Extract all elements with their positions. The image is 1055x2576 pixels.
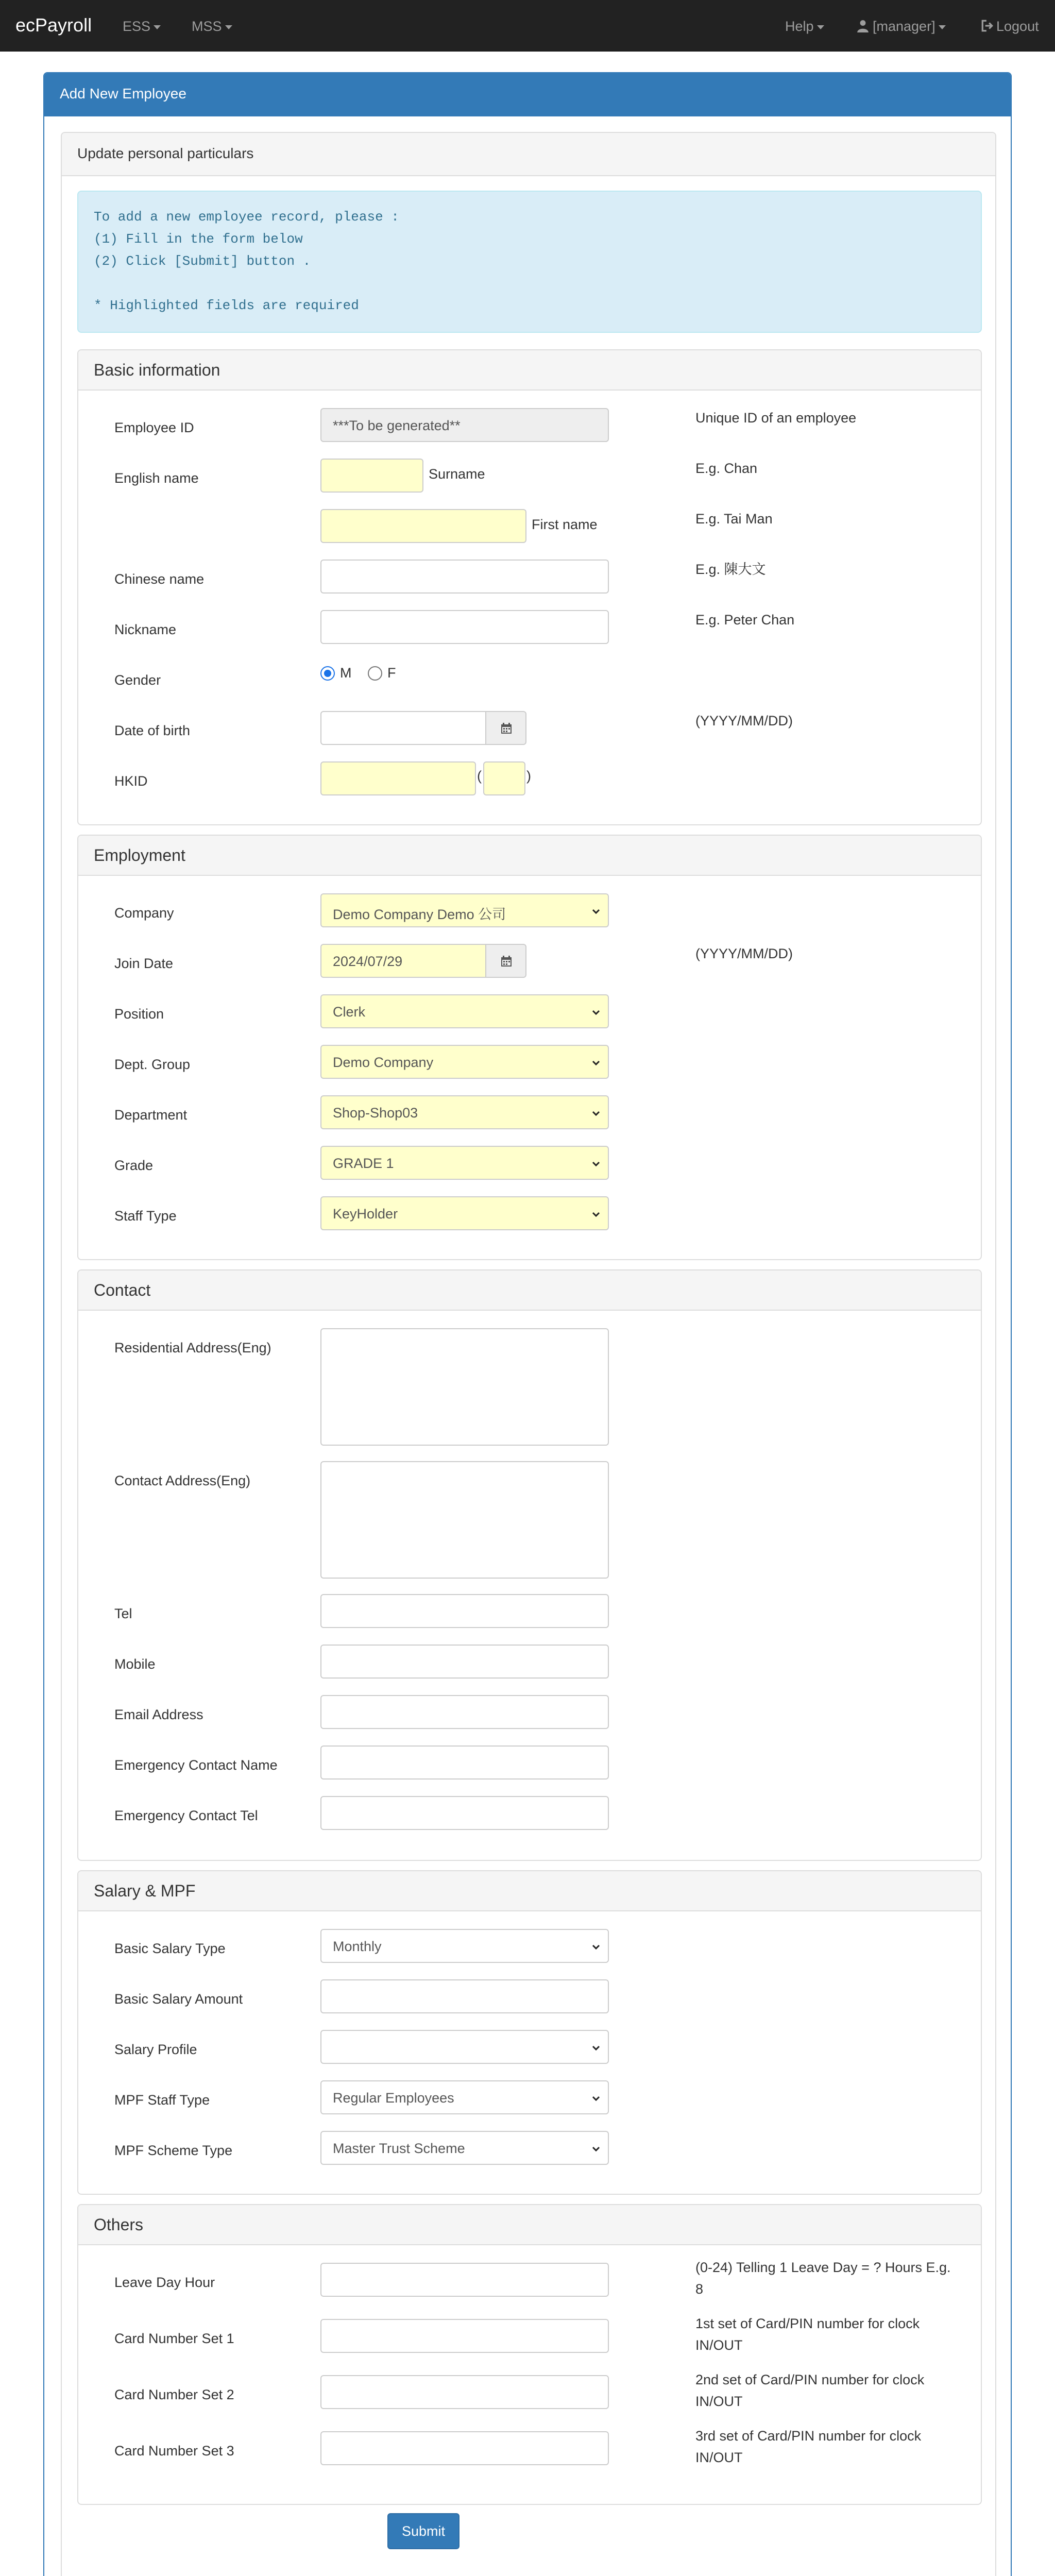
ess-menu-label: ESS <box>123 19 151 34</box>
chevron-down-icon <box>591 1942 601 1952</box>
gender-m-radio[interactable] <box>320 666 335 681</box>
section-heading-salary: Salary & MPF <box>78 1871 981 1911</box>
tel-input[interactable] <box>320 1594 609 1628</box>
company-select[interactable] <box>320 893 609 927</box>
calendar-icon <box>500 722 513 735</box>
residential-address-textarea[interactable] <box>320 1328 609 1446</box>
chinese-name-label: Chinese name <box>114 571 205 587</box>
surname-help: E.g. Chan <box>695 461 758 476</box>
nickname-help: E.g. Peter Chan <box>695 612 795 628</box>
leave-day-hour-help <box>695 2257 951 2300</box>
leave-day-hour-help-line1: (0-24) Telling 1 Leave Day = ? Hours E.g. <box>695 2260 951 2275</box>
chevron-down-icon <box>591 1159 601 1168</box>
mpf-staff-type-value: Regular Employees <box>333 2090 454 2106</box>
help-menu-label: Help <box>785 19 814 34</box>
chevron-down-icon <box>591 1210 601 1219</box>
dept-group-select-value: Demo Company <box>333 1055 434 1070</box>
chevron-down-icon <box>154 25 161 29</box>
mpf-staff-type-select[interactable] <box>320 2080 609 2114</box>
dob-help: (YYYY/MM/DD) <box>695 713 793 728</box>
dob-label: Date of birth <box>114 723 191 738</box>
card-number-set-3-label: Card Number Set 3 <box>114 2443 234 2459</box>
submit-button[interactable]: Submit <box>387 2513 460 2549</box>
dept-group-select[interactable] <box>320 1045 609 1079</box>
staff-type-select[interactable] <box>320 1196 609 1230</box>
chevron-down-icon <box>591 2043 601 2053</box>
mss-menu[interactable] <box>192 19 232 35</box>
contact-address-textarea[interactable] <box>320 1461 609 1579</box>
ess-menu[interactable] <box>123 19 161 35</box>
first-name-help: E.g. Tai Man <box>695 511 773 527</box>
chevron-down-icon <box>591 2144 601 2154</box>
surname-input[interactable] <box>320 459 423 493</box>
card-number-set-3-help <box>695 2425 921 2468</box>
top-navbar <box>0 0 1055 52</box>
personal-particulars-panel <box>61 132 996 2576</box>
position-label: Position <box>114 1006 164 1022</box>
basic-salary-type-select[interactable] <box>320 1929 609 1963</box>
join-date-calendar-button[interactable] <box>485 944 526 978</box>
basic-information-section <box>77 349 982 825</box>
nickname-input[interactable] <box>320 610 609 644</box>
position-select-value: Clerk <box>333 1004 366 1020</box>
chevron-down-icon <box>591 1058 601 1067</box>
instructions-alert: To add a new employee record, please : (1) Fill in the form below (2) Click [Submit] button . * Highlighted fields are required <box>77 191 982 333</box>
dept-group-label: Dept. Group <box>114 1057 191 1072</box>
department-select[interactable] <box>320 1095 609 1129</box>
mpf-scheme-type-value: Master Trust Scheme <box>333 2141 465 2156</box>
card-number-set-2-help <box>695 2369 924 2412</box>
section-heading-contact: Contact <box>78 1270 981 1311</box>
join-date-input[interactable]: 2024/07/29 <box>320 944 486 978</box>
section-heading-basic: Basic information <box>78 350 981 391</box>
gender-f-radio[interactable] <box>368 666 382 681</box>
chevron-down-icon <box>591 1008 601 1017</box>
chevron-down-icon <box>939 25 946 29</box>
nickname-label: Nickname <box>114 622 177 637</box>
department-label: Department <box>114 1107 188 1123</box>
add-employee-panel <box>43 72 1012 2576</box>
residential-address-label: Residential Address(Eng) <box>114 1340 271 1355</box>
chevron-down-icon <box>817 25 824 29</box>
tel-label: Tel <box>114 1606 132 1621</box>
employment-section <box>77 835 982 1260</box>
hkid-input[interactable] <box>320 761 476 795</box>
hkid-open-paren: ( <box>477 768 482 784</box>
user-icon <box>856 19 870 32</box>
gender-label: Gender <box>114 672 161 688</box>
first-name-input[interactable] <box>320 509 526 543</box>
card-number-set-3-input[interactable] <box>320 2431 609 2465</box>
chevron-down-icon <box>225 25 232 29</box>
card-number-set-3-help-line1: 3rd set of Card/PIN number for clock <box>695 2428 922 2444</box>
card-number-set-2-help-line2: IN/OUT <box>695 2394 743 2409</box>
chevron-down-icon <box>591 907 601 916</box>
email-label: Email Address <box>114 1707 203 1722</box>
basic-salary-type-value: Monthly <box>333 1939 382 1954</box>
chevron-down-icon <box>591 2094 601 2103</box>
mpf-scheme-type-select[interactable] <box>320 2131 609 2165</box>
mpf-staff-type-label: MPF Staff Type <box>114 2092 210 2108</box>
card-number-set-2-input[interactable] <box>320 2375 609 2409</box>
emergency-contact-name-label: Emergency Contact Name <box>114 1757 278 1773</box>
english-name-label: English name <box>114 470 199 486</box>
contact-address-label: Contact Address(Eng) <box>114 1473 251 1488</box>
card-number-set-1-label: Card Number Set 1 <box>114 2331 234 2346</box>
first-name-suffix: First name <box>532 517 598 532</box>
contact-section <box>77 1269 982 1861</box>
card-number-set-1-input[interactable] <box>320 2319 609 2353</box>
chinese-name-input[interactable] <box>320 560 609 594</box>
company-select-value: Demo Company Demo 公司 <box>333 907 506 922</box>
employee-id-help: Unique ID of an employee <box>695 410 857 426</box>
salary-profile-select[interactable] <box>320 2030 609 2064</box>
grade-select[interactable] <box>320 1146 609 1180</box>
join-date-help: (YYYY/MM/DD) <box>695 946 793 961</box>
salary-profile-label: Salary Profile <box>114 2042 197 2057</box>
leave-day-hour-input[interactable] <box>320 2263 609 2297</box>
hkid-check-digit-input[interactable] <box>483 761 525 795</box>
page-title: Add New Employee <box>44 73 1011 116</box>
emergency-contact-tel-input[interactable] <box>320 1796 609 1830</box>
others-section <box>77 2204 982 2505</box>
card-number-set-1-help-line2: IN/OUT <box>695 2337 743 2353</box>
employee-id-field: ***To be generated** <box>320 408 609 442</box>
calendar-icon <box>500 955 513 968</box>
brand-logo[interactable]: ecPayroll <box>15 14 92 36</box>
hkid-close-paren: ) <box>526 768 531 784</box>
logout-icon <box>981 19 994 32</box>
staff-type-label: Staff Type <box>114 1208 177 1224</box>
basic-salary-amount-label: Basic Salary Amount <box>114 1991 243 2007</box>
section-heading-others: Others <box>78 2205 981 2245</box>
leave-day-hour-label: Leave Day Hour <box>114 2275 215 2290</box>
user-menu[interactable] <box>856 19 946 35</box>
card-number-set-2-help-line1: 2nd set of Card/PIN number for clock <box>695 2372 925 2387</box>
section-heading-employment: Employment <box>78 836 981 876</box>
dob-calendar-button[interactable] <box>485 711 526 745</box>
card-number-set-3-help-line2: IN/OUT <box>695 2450 743 2465</box>
logout-label: Logout <box>996 19 1039 34</box>
grade-select-value: GRADE 1 <box>333 1156 394 1171</box>
company-label: Company <box>114 905 174 921</box>
mobile-label: Mobile <box>114 1656 156 1672</box>
email-input[interactable] <box>320 1695 609 1729</box>
employee-id-label: Employee ID <box>114 420 194 435</box>
card-number-set-2-label: Card Number Set 2 <box>114 2387 234 2402</box>
grade-label: Grade <box>114 1158 154 1173</box>
surname-suffix: Surname <box>429 466 485 482</box>
join-date-label: Join Date <box>114 956 174 971</box>
leave-day-hour-help-line2: 8 <box>695 2281 704 2297</box>
card-number-set-1-help-line1: 1st set of Card/PIN number for clock <box>695 2316 920 2331</box>
chevron-down-icon <box>591 1109 601 1118</box>
mobile-input[interactable] <box>320 1645 609 1679</box>
hkid-label: HKID <box>114 773 148 789</box>
panel-subtitle: Update personal particulars <box>62 133 995 176</box>
basic-salary-type-label: Basic Salary Type <box>114 1941 226 1956</box>
department-select-value: Shop-Shop03 <box>333 1105 418 1121</box>
position-select[interactable] <box>320 994 609 1028</box>
mss-menu-label: MSS <box>192 19 222 34</box>
chinese-name-help: E.g. 陳大文 <box>695 562 766 577</box>
user-menu-label: [manager] <box>873 19 935 34</box>
mpf-scheme-type-label: MPF Scheme Type <box>114 2143 233 2158</box>
basic-salary-amount-input[interactable] <box>320 1979 609 2013</box>
emergency-contact-name-input[interactable] <box>320 1745 609 1780</box>
help-menu[interactable] <box>785 19 824 35</box>
gender-m-label: M <box>340 665 352 681</box>
staff-type-select-value: KeyHolder <box>333 1206 398 1222</box>
emergency-contact-tel-label: Emergency Contact Tel <box>114 1808 258 1823</box>
logout-link[interactable] <box>981 19 1039 35</box>
dob-input[interactable] <box>320 711 486 745</box>
gender-f-label: F <box>387 665 396 681</box>
card-number-set-1-help <box>695 2313 920 2356</box>
salary-mpf-section <box>77 1870 982 2195</box>
